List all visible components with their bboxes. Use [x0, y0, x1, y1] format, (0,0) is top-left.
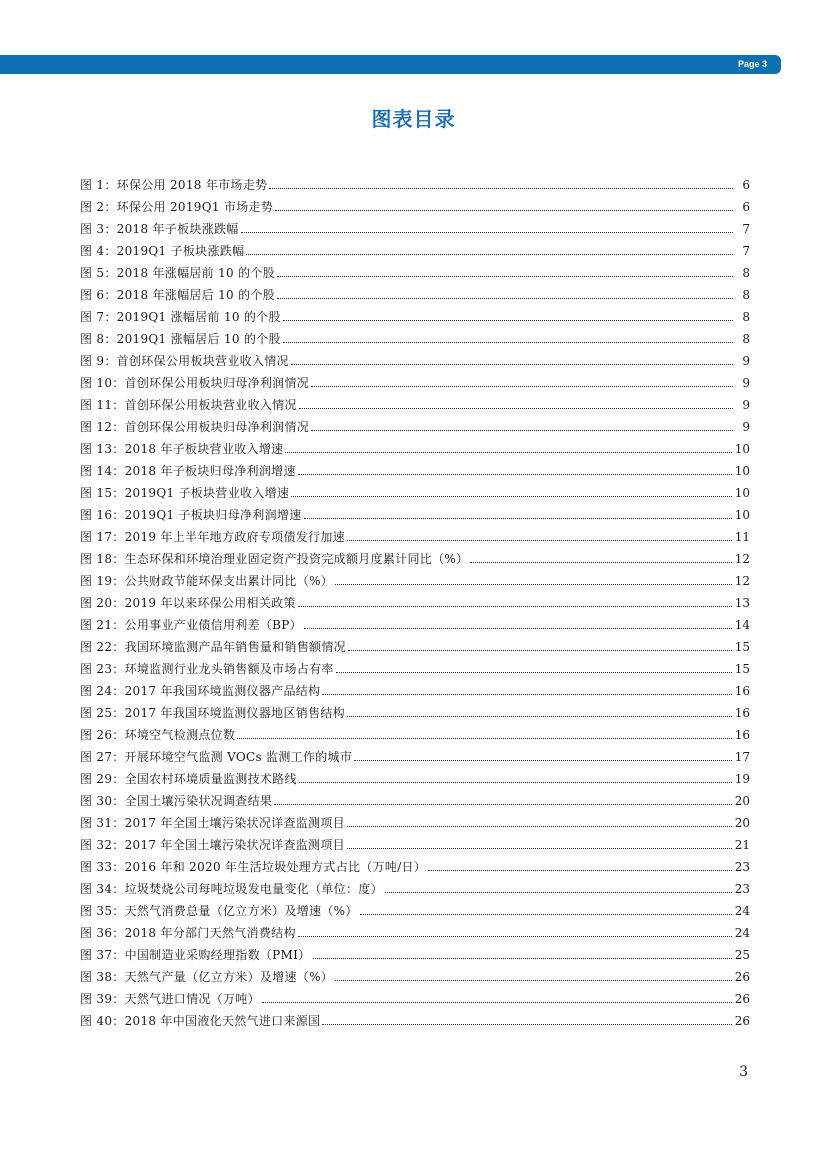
toc-entry[interactable] [80, 875, 750, 897]
toc-dot-leader [336, 672, 732, 673]
toc-entry-page: 6 [742, 200, 750, 214]
toc-entry[interactable] [80, 369, 750, 391]
toc-dot-leader [347, 826, 732, 827]
toc-entry-label: 图 39：天然气进口情况（万吨） [80, 992, 260, 1006]
toc-entry-page: 6 [742, 178, 750, 192]
toc-entry[interactable] [80, 611, 750, 633]
toc-dot-leader [347, 716, 732, 717]
toc-entry-label: 图 14：2018 年子板块归母净利润增速 [80, 464, 296, 478]
toc-dot-leader [237, 738, 731, 739]
toc-entry-label: 图 21：公用事业产业债信用利差（BP） [80, 618, 302, 632]
toc-entry-page: 9 [742, 420, 750, 434]
toc-entry-label: 图 12：首创环保公用板块归母净利润情况 [80, 420, 310, 434]
toc-dot-leader [277, 276, 733, 277]
toc-entry[interactable] [80, 721, 750, 743]
toc-entry-page: 10 [734, 508, 750, 522]
toc-entry-page: 19 [734, 772, 750, 786]
toc-entry[interactable] [80, 831, 750, 853]
toc-entry[interactable] [80, 193, 750, 215]
toc-dot-leader [385, 892, 732, 893]
toc-entry[interactable] [80, 809, 750, 831]
toc-entry[interactable] [80, 853, 750, 875]
toc-entry-label: 图 26：环境空气检测点位数 [80, 728, 236, 742]
toc-dot-leader [241, 232, 733, 233]
toc-entry-label: 图 15：2019Q1 子板块营业收入增速 [80, 486, 290, 500]
toc-entry-page: 20 [734, 794, 750, 808]
toc-entry-label: 图 23：环境监测行业龙头销售额及市场占有率 [80, 662, 334, 676]
toc-entry-page: 25 [734, 948, 750, 962]
toc-entry-label: 图 29：全国农村环境质量监测技术路线 [80, 772, 297, 786]
toc-entry-label: 图 13：2018 年子板块营业收入增速 [80, 442, 284, 456]
toc-entry[interactable] [80, 237, 750, 259]
toc-dot-leader [277, 298, 733, 299]
toc-entry-page: 23 [734, 882, 750, 896]
toc-entry-label: 图 33：2016 年和 2020 年生活垃圾处理方式占比（万吨/日） [80, 860, 427, 874]
toc-entry-page: 15 [734, 640, 750, 654]
toc-entry-page: 26 [734, 1014, 750, 1028]
toc-entry-page: 8 [742, 310, 750, 324]
toc-dot-leader [360, 914, 732, 915]
toc-entry-label: 图 8：2019Q1 涨幅居后 10 的个股 [80, 332, 281, 346]
toc-entry-label: 图 40：2018 年中国液化天然气进口来源国 [80, 1014, 321, 1028]
toc-entry-page: 10 [734, 464, 750, 478]
toc-entry[interactable] [80, 347, 750, 369]
toc-dot-leader [285, 452, 731, 453]
toc-dot-leader [335, 584, 732, 585]
toc-dot-leader [354, 760, 732, 761]
toc-title: 图表目录 [371, 107, 456, 131]
toc-entry-page: 21 [734, 838, 750, 852]
toc-entry[interactable] [80, 281, 750, 303]
toc-entry-label: 图 5：2018 年涨幅居前 10 的个股 [80, 266, 276, 280]
toc-dot-leader [347, 540, 732, 541]
toc-entry-label: 图 7：2019Q1 涨幅居前 10 的个股 [80, 310, 281, 324]
toc-entry-label: 图 11：首创环保公用板块营业收入情况 [80, 398, 297, 412]
toc-entry[interactable] [80, 413, 750, 435]
toc-entry-page: 14 [734, 618, 750, 632]
toc-dot-leader [269, 188, 733, 189]
toc-entry-page: 8 [742, 288, 750, 302]
toc-entry[interactable] [80, 919, 750, 941]
toc-dot-leader [283, 342, 733, 343]
toc-entry[interactable] [80, 501, 750, 523]
toc-entry-label: 图 6：2018 年涨幅居后 10 的个股 [80, 288, 276, 302]
toc-dot-leader [428, 870, 732, 871]
toc-entry[interactable] [80, 479, 750, 501]
toc-dot-leader [262, 1002, 732, 1003]
toc-entry-page: 26 [734, 992, 750, 1006]
toc-entry-page: 11 [734, 530, 750, 544]
toc-entry-page: 23 [734, 860, 750, 874]
toc-entry[interactable] [80, 545, 750, 567]
toc-entry-page: 7 [742, 222, 750, 236]
page-number: 3 [739, 1064, 748, 1080]
toc-entry-page: 9 [742, 376, 750, 390]
toc-dot-leader [322, 694, 731, 695]
toc-entry-page: 16 [734, 706, 750, 720]
toc-entry-page: 13 [734, 596, 750, 610]
toc-dot-leader [291, 496, 732, 497]
toc-entry-label: 图 19：公共财政节能环保支出累计同比（%） [80, 574, 334, 588]
toc-entry-label: 图 16：2019Q1 子板块归母净利润增速 [80, 508, 302, 522]
toc-dot-leader [275, 210, 733, 211]
toc-entry[interactable] [80, 435, 750, 457]
toc-entry-label: 图 20：2019 年以来环保公用相关政策 [80, 596, 296, 610]
toc-entry-page: 10 [734, 486, 750, 500]
toc-entry-page: 16 [734, 684, 750, 698]
toc-entry-label: 图 1：环保公用 2018 年市场走势 [80, 178, 268, 192]
toc-entry-page: 24 [734, 904, 750, 918]
toc-entry-page: 15 [734, 662, 750, 676]
toc-entry-page: 10 [734, 442, 750, 456]
toc-entry-label: 图 35：天然气消费总量（亿立方米）及增速（%） [80, 904, 358, 918]
toc-entry-label: 图 2：环保公用 2019Q1 市场走势 [80, 200, 274, 214]
toc-dot-leader [313, 958, 732, 959]
toc-dot-leader [304, 518, 732, 519]
toc-entry-label: 图 34：垃圾焚烧公司每吨垃圾发电量变化（单位：度） [80, 882, 383, 896]
toc-dot-leader [291, 364, 733, 365]
toc-entry[interactable] [80, 897, 750, 919]
toc-dot-leader [311, 386, 733, 387]
toc-dot-leader [298, 606, 732, 607]
toc-entry-label: 图 32：2017 年全国土壤污染状况详查监测项目 [80, 838, 345, 852]
toc-entry-label: 图 17：2019 年上半年地方政府专项债发行加速 [80, 530, 345, 544]
toc-dot-leader [298, 936, 732, 937]
toc-entry[interactable] [80, 303, 750, 325]
toc-dot-leader [283, 320, 733, 321]
toc-entry[interactable] [80, 457, 750, 479]
toc-entry[interactable] [80, 259, 750, 281]
toc-entry-page: 9 [742, 398, 750, 412]
toc-entry-label: 图 3：2018 年子板块涨跌幅 [80, 222, 239, 236]
toc-entry-page: 16 [734, 728, 750, 742]
toc-entry[interactable] [80, 985, 750, 1007]
toc-entry-label: 图 37：中国制造业采购经理指数（PMI） [80, 948, 311, 962]
toc-entry-page: 8 [742, 266, 750, 280]
toc-entry[interactable] [80, 655, 750, 677]
toc-entry-label: 图 25：2017 年我国环境监测仪器地区销售结构 [80, 706, 345, 720]
toc-entry[interactable] [80, 743, 750, 765]
toc-entry[interactable] [80, 215, 750, 237]
toc-entry-page: 24 [734, 926, 750, 940]
toc-dot-leader [322, 1024, 731, 1025]
toc-entry-label: 图 24：2017 年我国环境监测仪器产品结构 [80, 684, 321, 698]
toc-entry-label: 图 10：首创环保公用板块归母净利润情况 [80, 376, 310, 390]
toc-entry[interactable] [80, 567, 750, 589]
toc-entry-page: 20 [734, 816, 750, 830]
toc-list [80, 171, 750, 1029]
toc-entry-page: 8 [742, 332, 750, 346]
header-bar [0, 55, 781, 74]
toc-entry[interactable] [80, 523, 750, 545]
toc-dot-leader [347, 848, 732, 849]
toc-entry[interactable] [80, 633, 750, 655]
toc-dot-leader [299, 782, 732, 783]
toc-entry[interactable] [80, 699, 750, 721]
toc-entry[interactable] [80, 941, 750, 963]
toc-dot-leader [274, 804, 732, 805]
toc-dot-leader [470, 562, 731, 563]
toc-entry-page: 12 [734, 574, 750, 588]
toc-entry-page: 12 [734, 552, 750, 566]
toc-entry[interactable] [80, 171, 750, 193]
toc-entry-page: 26 [734, 970, 750, 984]
toc-entry[interactable] [80, 787, 750, 809]
toc-entry-label: 图 38：天然气产量（亿立方米）及增速（%） [80, 970, 334, 984]
toc-entry-label: 图 36：2018 年分部门天然气消费结构 [80, 926, 296, 940]
toc-entry-label: 图 30：全国土壤污染状况调查结果 [80, 794, 273, 808]
toc-dot-leader [304, 628, 732, 629]
toc-entry-label: 图 18：生态环保和环境治理业固定资产投资完成额月度累计同比（%） [80, 552, 469, 566]
toc-dot-leader [299, 408, 733, 409]
toc-entry-label: 图 27：开展环境空气监测 VOCs 监测工作的城市 [80, 750, 353, 764]
toc-entry[interactable] [80, 1007, 750, 1029]
toc-entry-page: 7 [742, 244, 750, 258]
header-page-label: Page 3 [737, 59, 767, 69]
toc-entry-page: 9 [742, 354, 750, 368]
toc-entry-label: 图 9：首创环保公用板块营业收入情况 [80, 354, 289, 368]
toc-entry[interactable] [80, 765, 750, 787]
toc-entry[interactable] [80, 325, 750, 347]
toc-entry-label: 图 31：2017 年全国土壤污染状况详查监测项目 [80, 816, 345, 830]
toc-dot-leader [246, 254, 733, 255]
toc-dot-leader [348, 650, 732, 651]
toc-entry[interactable] [80, 589, 750, 611]
toc-entry-label: 图 22：我国环境监测产品年销售量和销售额情况 [80, 640, 346, 654]
toc-dot-leader [298, 474, 732, 475]
toc-entry[interactable] [80, 391, 750, 413]
toc-entry-label: 图 4：2019Q1 子板块涨跌幅 [80, 244, 245, 258]
toc-entry[interactable] [80, 963, 750, 985]
toc-dot-leader [335, 980, 732, 981]
toc-entry[interactable] [80, 677, 750, 699]
toc-dot-leader [311, 430, 733, 431]
toc-entry-page: 17 [734, 750, 750, 764]
